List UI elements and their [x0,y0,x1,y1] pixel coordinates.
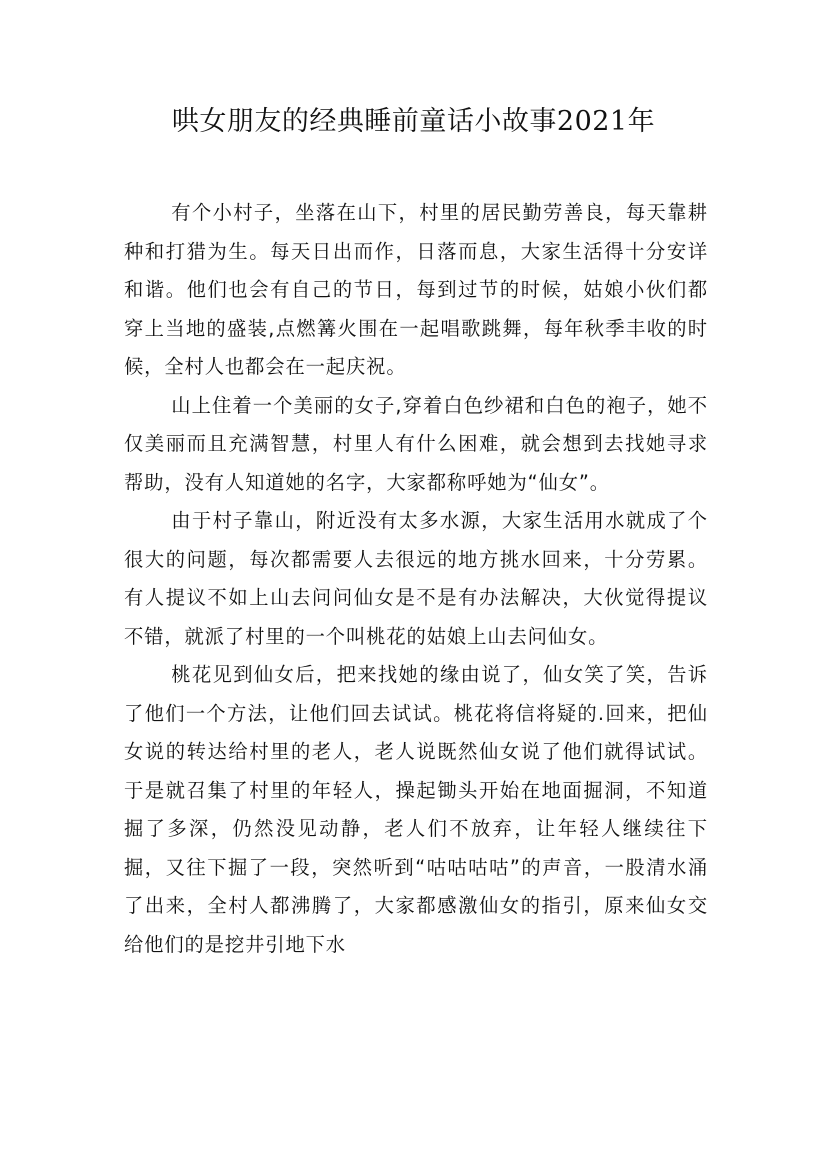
paragraph-village: 有个小村子，坐落在山下，村里的居民勤劳善良，每天靠耕种和打猎为生。每天日出而作，日落而息，大家生活得十分安详和谐。他们也会有自己的节日，每到过节的时候，姑娘小伙们都穿上当地的盛装,点燃篝火围在一起唱歌跳舞，每年秋季丰收的时候，全村人也都会在一起庆祝。 [124,201,708,378]
paragraph-well: 桃花见到仙女后，把来找她的缘由说了，仙女笑了笑，告诉了他们一个方法，让他们回去试试。桃花将信将疑的.回来，把仙女说的转达给村里的老人，老人说既然仙女说了他们就得试试。于是就召集了村里的年轻人，操起锄头开始在地面掘洞，不知道掘了多深，仍然没见动静，老人们不放弃，让年轻人继续往下掘，又往下掘了一段，突然听到“咕咕咕咕”的声音，一股清水涌了出来，全村人都沸腾了，大家都感激仙女的指引，原来仙女交给他们的是挖井引地下水 [124,663,708,956]
paragraph-water-problem: 由于村子靠山，附近没有太多水源，大家生活用水就成了个很大的问题，每次都需要人去很远的地方挑水回来，十分劳累。有人提议不如上山去问问仙女是不是有办法解决，大伙觉得提议不错，就派了村里的一个叫桃花的姑娘上山去问仙女。 [124,509,708,648]
paragraph-fairy: 山上住着一个美丽的女子,穿着白色纱裙和白色的袍子，她不仅美丽而且充满智慧，村里人有什么困难，就会想到去找她寻求帮助，没有人知道她的名字，大家都称呼她为“仙女”。 [124,393,708,494]
document-body [124,194,708,964]
document-title: 哄女朋友的经典睡前童话小故事2021年 [171,106,656,137]
